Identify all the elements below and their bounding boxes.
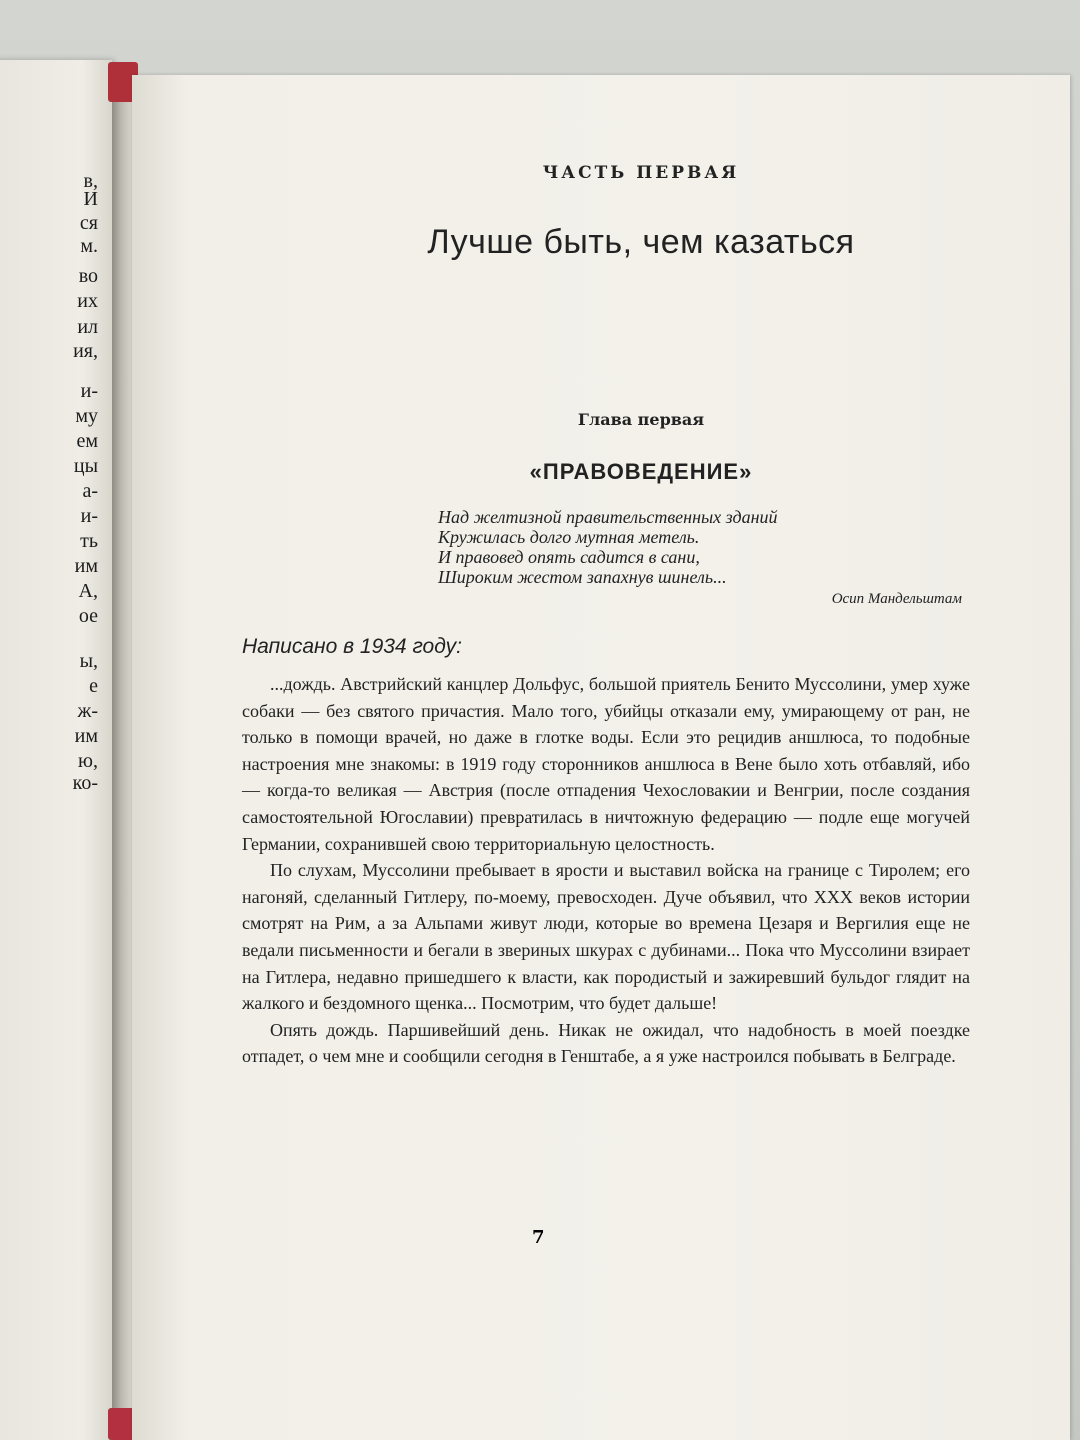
left-page-text-fragment: ем	[76, 430, 98, 452]
left-page-text-fragment: цы	[73, 455, 98, 477]
written-heading: Написано в 1934 году:	[242, 635, 462, 658]
paragraph: Опять дождь. Паршивейший день. Никак не ожидал, что надобность в моей поездке отпадет, о чем мне и сообщили сегодня в Генштабе, а я уже настроился побывать в Белграде.	[242, 1019, 970, 1067]
right-page	[132, 75, 1070, 1440]
left-page-text-fragment: ся	[79, 212, 98, 234]
left-page-text-fragment: ы,	[79, 650, 98, 672]
chapter-heading: Глава первая	[577, 410, 705, 429]
part-heading: ЧАСТЬ ПЕРВАЯ	[542, 163, 740, 183]
book-title: Лучше быть, чем казаться	[427, 223, 855, 261]
page-content	[242, 163, 970, 1070]
left-page-text-fragment: им	[74, 725, 98, 747]
epigraph-line: Над желтизной правительственных зданий	[438, 507, 778, 527]
paragraph: По слухам, Муссолини пребывает в ярости и выставил войска на границе с Тиролем; его нагоняй, сделанный Гитлеру, по-моему, превосходен. Дуче объявил, что XXX веков истории смотрят на Рим, а за Альпами живут люди, которые во времена Цезаря и Вергилия еще не ведали письменности и бегали в звериных шкурах с дубинами... Пока что Муссолини взирает на Гитлера, недавно пришедшего к власти, как породистый и зажиревший бульдог глядит на жалкого и бездомного щенка... Посмотрим, что будет дальше!	[242, 860, 970, 1014]
left-page-text-fragment: А,	[78, 580, 98, 602]
left-page	[0, 60, 112, 1440]
left-page-text-fragment: в,	[83, 170, 98, 192]
left-page-text-fragment: а-	[82, 480, 98, 502]
body-text	[242, 671, 970, 1070]
left-page-text-fragment: ж-	[77, 700, 98, 722]
left-page-text-fragment: во	[78, 265, 98, 287]
left-page-text-fragment: ть	[80, 530, 98, 552]
left-page-text-fragment: е	[89, 675, 98, 697]
left-page-text-fragment: ия,	[73, 340, 98, 362]
left-page-text-fragment: ил	[77, 316, 98, 338]
left-page-text-fragment: м.	[80, 235, 98, 257]
epigraph-line: Кружилась долго мутная метель.	[438, 527, 700, 547]
left-page-text-fragment: му	[75, 405, 98, 427]
epigraph-author: Осип Мандельштам	[831, 591, 962, 607]
epigraph-line: И правовед опять садится в сани,	[438, 547, 700, 567]
page-number: 7	[532, 1227, 545, 1248]
epigraph	[438, 507, 970, 609]
chapter-title: «ПРАВОВЕДЕНИЕ»	[529, 459, 753, 484]
left-page-text-fragment: И	[83, 188, 98, 210]
left-page-text-fragment: ю,	[78, 750, 98, 772]
epigraph-line: Широким жестом запахнув шинель...	[438, 567, 727, 587]
left-page-text-fragment: им	[74, 555, 98, 577]
left-page-text-fragment: ое	[78, 605, 98, 627]
left-page-text-fragment: и-	[80, 505, 98, 527]
left-page-text-fragment: ко-	[72, 772, 98, 794]
left-page-text-fragment: и-	[80, 380, 98, 402]
left-page-text-fragment: их	[77, 290, 98, 312]
paragraph: ...дождь. Австрийский канцлер Дольфус, большой приятель Бенито Муссолини, умер хуже собаки — без святого причастия. Мало того, убийцы отказали ему, умирающему от ран, не только в помощи врачей, но даже в глотке воды. Если это рецидив аншлюса, то подобные настроения мне знакомы: в 1919 году сторонников аншлюса в Вене было хоть отбавляй, ибо — когда-то великая — Австрия (после отпадения Чехословакии и Венгрии, после создания самостоятельной Югославии) превратилась в ничтожную федерацию — подле еще могучей Германии, сохранившей свою территориальную целостность.	[242, 674, 970, 854]
